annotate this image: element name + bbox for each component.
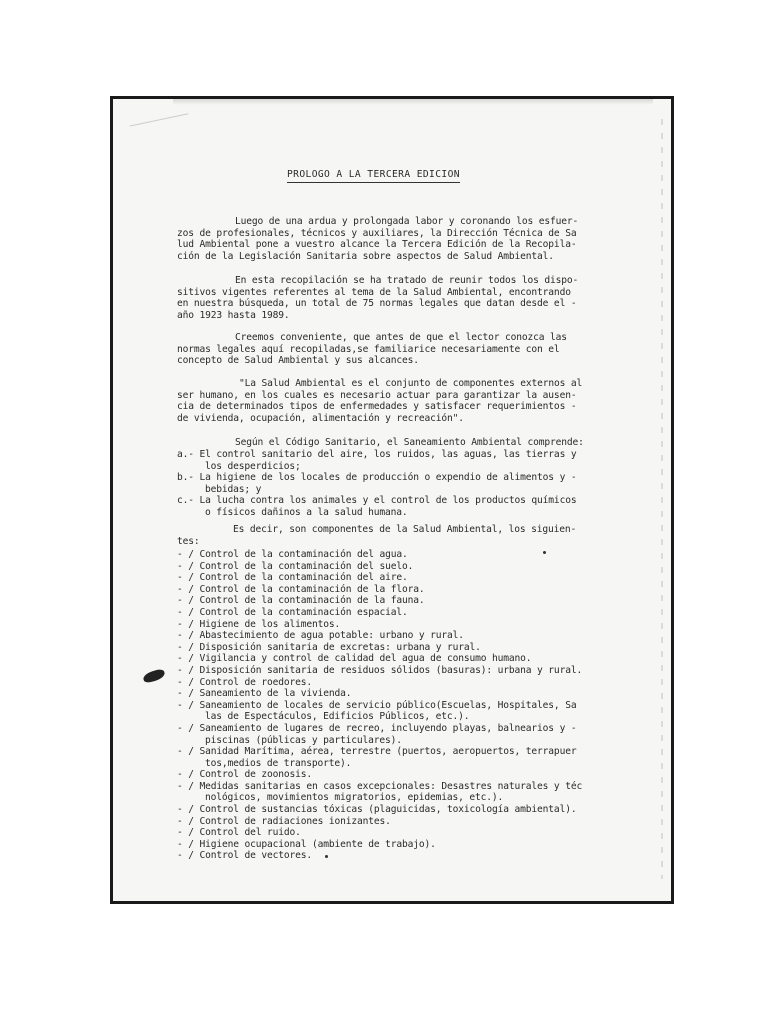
text-line: lud Ambiental pone a vuestro alcance la Tercera Edición de la Recopila-: [177, 239, 577, 251]
text-line: Creemos conveniente, que antes de que el lector conozca las: [235, 332, 567, 343]
list-item: - / Control del ruido.: [177, 827, 301, 839]
list-item: o físicos dañinos a la salud humana.: [205, 506, 408, 518]
list-item: - / Medidas sanitarias en casos excepcionales: Desastres naturales y téc: [177, 780, 583, 792]
list-item: - / Control de zoonosis.: [177, 769, 313, 781]
text-line: cia de determinados tipos de enfermedades y satisfacer requerimientos -: [177, 401, 577, 413]
list-item: - / Control de la contaminación espacial.: [177, 606, 408, 618]
list-item: - / Control de radiaciones ionizantes.: [177, 815, 391, 827]
text-line: ción de la Legislación Sanitaria sobre aspectos de Salud Ambiental.: [177, 250, 554, 262]
list-item: - / Control de la contaminación del agua.: [177, 549, 408, 560]
list-item: a.- El control sanitario del aire, los ruidos, las aguas, las tierras y: [177, 449, 577, 460]
paragraph-definicion: [177, 378, 647, 424]
text-line: En esta recopilación se ha tratado de reunir todos los dispo-: [235, 275, 579, 286]
text-line: año 1923 hasta 1989.: [177, 309, 290, 321]
list-item: - / Control de la contaminación de la flora.: [177, 583, 425, 595]
saneamiento-list: [177, 449, 647, 519]
list-item: - / Control de la contaminación del aire.: [177, 572, 408, 584]
text-line: zos de profesionales, técnicos y auxiliares, la Dirección Técnica de Sa: [177, 227, 577, 239]
text-line: Luego de una ardua y prolongada labor y coronando los esfuer-: [235, 216, 579, 227]
text-line: tes:: [177, 535, 200, 547]
text-line: Es decir, son componentes de la Salud Ambiental, los siguien-: [233, 524, 577, 535]
list-item: - / Disposición sanitaria de residuos sólidos (basuras): urbana y rural.: [177, 664, 583, 676]
text-line: sitivos vigentes referentes al tema de la Salud Ambiental, encontrando: [177, 286, 571, 298]
list-item: - / Vigilancia y control de calidad del agua de consumo humano.: [177, 653, 532, 665]
document-page: [113, 99, 671, 901]
list-item: los desperdicios;: [205, 460, 301, 472]
text-line: "La Salud Ambiental es el conjunto de componentes externos al: [239, 378, 583, 389]
list-item: - / Saneamiento de lugares de recreo, incluyendo playas, balnearios y -: [177, 722, 577, 734]
text-line: de vivienda, ocupación, alimentación y recreación".: [177, 412, 464, 424]
list-item: - / Control de roedores.: [177, 676, 313, 688]
components-list: [177, 549, 647, 862]
scanned-page-frame: [110, 96, 674, 904]
list-item: - / Saneamiento de la vivienda.: [177, 688, 352, 700]
list-item: - / Control de la contaminación del suelo.: [177, 560, 414, 572]
page-title: PROLOGO A LA TERCERA EDICION: [287, 169, 460, 183]
text-line: concepto de Salud Ambiental y sus alcances.: [177, 355, 419, 367]
text-line: en nuestra búsqueda, un total de 75 normas legales que datan desde el -: [177, 298, 577, 310]
list-item: nológicos, movimientos migratorios, epidemias, etc.).: [205, 792, 504, 804]
list-item: - / Abastecimiento de agua potable: urbano y rural.: [177, 630, 464, 642]
paragraph-concepto: [177, 332, 647, 367]
list-item: b.- La higiene de los locales de producción o expendio de alimentos y -: [177, 472, 577, 484]
text-line: ser humano, en los cuales es necesario actuar para garantizar la ausen-: [177, 389, 577, 401]
list-item: - / Saneamiento de locales de servicio público(Escuelas, Hospitales, Sa: [177, 699, 577, 711]
list-item: - / Higiene ocupacional (ambiente de trabajo).: [177, 838, 436, 850]
list-item: piscinas (públicas y particulares).: [205, 734, 402, 746]
paragraph-componentes: [177, 524, 647, 547]
list-item: - / Control de la contaminación de la fauna.: [177, 595, 425, 607]
paragraph-recopilacion: [177, 275, 647, 321]
list-item: - / Control de vectores.: [177, 850, 313, 862]
paragraph-codigo: [177, 437, 647, 449]
list-item: c.- La lucha contra los animales y el control de los productos químicos: [177, 495, 577, 507]
text-line: Según el Código Sanitario, el Saneamiento Ambiental comprende:: [235, 437, 584, 448]
text-line: normas legales aquí recopiladas,se familiarice necesariamente con el: [177, 343, 560, 355]
list-item: - / Control de sustancias tóxicas (plaguicidas, toxicología ambiental).: [177, 804, 577, 816]
list-item: - / Sanidad Marítima, aérea, terrestre (puertos, aeropuertos, terrapuer: [177, 746, 577, 758]
list-item: bebidas; y: [205, 483, 262, 495]
paragraph-intro: [177, 216, 647, 262]
list-item: tos,medios de transporte).: [205, 757, 352, 769]
list-item: - / Higiene de los alimentos.: [177, 618, 341, 630]
list-item: - / Disposición sanitaria de excretas: urbana y rural.: [177, 641, 481, 653]
list-item: las de Espectáculos, Edificios Públicos, etc.).: [205, 711, 470, 723]
